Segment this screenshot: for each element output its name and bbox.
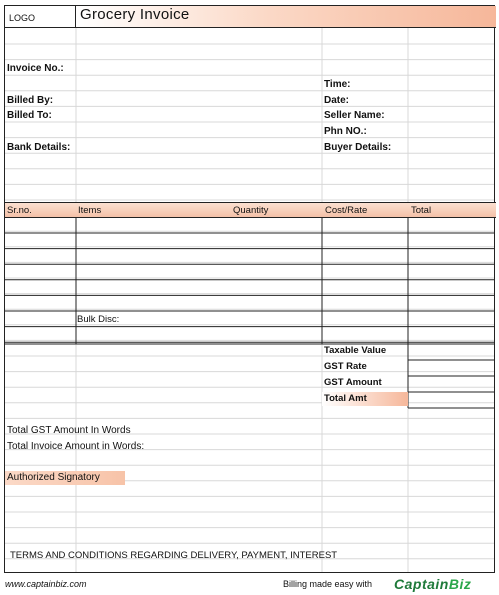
brand-text-a: Captain [394,576,449,592]
time-label: Time: [324,79,351,90]
seller-name-label: Seller Name: [324,110,385,121]
total-amt-label: Total Amt [324,393,367,404]
gst-words-label: Total GST Amount In Words [7,425,131,436]
invoice-sheet [4,5,495,573]
phn-no-label: Phn NO.: [324,126,367,137]
taxable-value-label: Taxable Value [324,345,387,356]
col-quantity: Quantity [233,205,269,216]
buyer-details-label: Buyer Details: [324,142,392,153]
spreadsheet-grid [5,6,494,572]
website-text[interactable]: www.captainbiz.com [5,579,87,589]
invoice-title: Grocery Invoice [76,6,496,28]
tagline-text: Billing made easy with [283,579,373,589]
billed-to-label: Billed To: [7,110,52,121]
brand-text-b: Biz [448,576,472,592]
invoice-no-label: Invoice No.: [7,63,64,74]
date-label: Date: [324,95,350,106]
col-total: Total [411,205,432,216]
captainbiz-logo [394,576,471,592]
bank-details-label: Bank Details: [7,142,71,153]
billed-by-label: Billed By: [7,95,54,106]
logo-placeholder: LOGO [5,6,76,28]
gst-rate-label: GST Rate [324,361,367,372]
authorized-signatory-label: Authorized Signatory [7,472,100,483]
col-srno: Sr.no. [7,205,32,216]
terms-conditions-label: TERMS AND CONDITIONS REGARDING DELIVERY, PAYMENT, INTEREST [10,550,338,561]
gst-amount-label: GST Amount [324,377,382,388]
col-items: Items [78,205,102,216]
bulk-disc-label: Bulk Disc: [77,314,120,325]
col-cost-rate: Cost/Rate [325,205,368,216]
invoice-words-label: Total Invoice Amount in Words: [7,441,145,452]
